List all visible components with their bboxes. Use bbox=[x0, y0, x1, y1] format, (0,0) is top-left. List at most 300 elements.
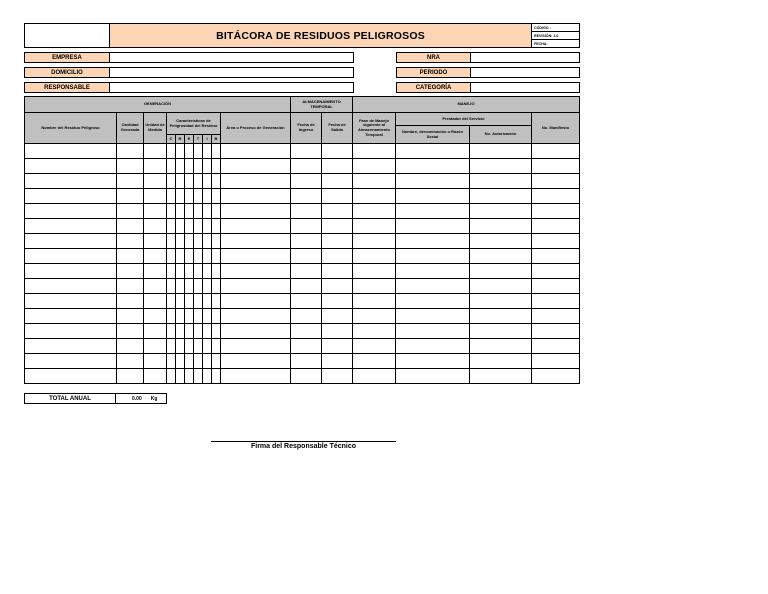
table-cell[interactable] bbox=[396, 249, 470, 264]
domicilio-field[interactable] bbox=[109, 67, 354, 78]
table-cell[interactable] bbox=[203, 234, 212, 249]
table-cell[interactable] bbox=[25, 219, 117, 234]
table-cell[interactable] bbox=[322, 294, 353, 309]
table-cell[interactable] bbox=[194, 354, 203, 369]
nra-field[interactable] bbox=[470, 52, 580, 63]
table-cell[interactable] bbox=[212, 219, 221, 234]
table-cell[interactable] bbox=[470, 369, 532, 384]
table-cell[interactable] bbox=[291, 324, 322, 339]
prestador-header: Prestador del Servicio bbox=[396, 113, 532, 126]
table-cell[interactable] bbox=[185, 309, 194, 324]
table-cell[interactable] bbox=[203, 189, 212, 204]
table-cell[interactable] bbox=[203, 264, 212, 279]
table-cell[interactable] bbox=[396, 234, 470, 249]
table-cell[interactable] bbox=[212, 144, 221, 159]
table-cell[interactable] bbox=[221, 279, 291, 294]
table-cell[interactable] bbox=[117, 339, 144, 354]
table-row bbox=[25, 219, 580, 234]
table-cell[interactable] bbox=[212, 279, 221, 294]
table-cell[interactable] bbox=[221, 204, 291, 219]
table-cell[interactable] bbox=[532, 204, 580, 219]
table-cell[interactable] bbox=[176, 249, 185, 264]
table-cell[interactable] bbox=[532, 144, 580, 159]
table-cell[interactable] bbox=[25, 189, 117, 204]
table-cell[interactable] bbox=[203, 279, 212, 294]
table-cell[interactable] bbox=[117, 324, 144, 339]
autorizacion-header: No. Autorización bbox=[470, 126, 532, 144]
table-cell[interactable] bbox=[144, 279, 167, 294]
table-cell[interactable] bbox=[167, 159, 176, 174]
table-cell[interactable] bbox=[203, 354, 212, 369]
table-cell[interactable] bbox=[396, 369, 470, 384]
table-cell[interactable] bbox=[291, 294, 322, 309]
table-cell[interactable] bbox=[25, 264, 117, 279]
table-cell[interactable] bbox=[470, 294, 532, 309]
table-cell[interactable] bbox=[176, 324, 185, 339]
table-cell[interactable] bbox=[396, 264, 470, 279]
table-cell[interactable] bbox=[194, 204, 203, 219]
table-cell[interactable] bbox=[470, 354, 532, 369]
table-cell[interactable] bbox=[532, 294, 580, 309]
table-cell[interactable] bbox=[117, 309, 144, 324]
table-cell[interactable] bbox=[353, 219, 396, 234]
table-cell[interactable] bbox=[144, 219, 167, 234]
table-cell[interactable] bbox=[221, 294, 291, 309]
table-cell[interactable] bbox=[194, 339, 203, 354]
table-cell[interactable] bbox=[167, 234, 176, 249]
table-cell[interactable] bbox=[532, 354, 580, 369]
table-row bbox=[25, 324, 580, 339]
table-cell[interactable] bbox=[470, 189, 532, 204]
table-cell[interactable] bbox=[185, 354, 194, 369]
responsable-field[interactable] bbox=[109, 82, 354, 93]
table-cell[interactable] bbox=[221, 234, 291, 249]
table-cell[interactable] bbox=[203, 159, 212, 174]
table-cell[interactable] bbox=[532, 279, 580, 294]
table-cell[interactable] bbox=[221, 324, 291, 339]
table-cell[interactable] bbox=[221, 369, 291, 384]
table-cell[interactable] bbox=[532, 159, 580, 174]
table-cell[interactable] bbox=[185, 204, 194, 219]
table-cell[interactable] bbox=[194, 144, 203, 159]
table-cell[interactable] bbox=[25, 369, 117, 384]
table-cell[interactable] bbox=[532, 219, 580, 234]
table-cell[interactable] bbox=[25, 234, 117, 249]
cretib-i-header: I bbox=[203, 135, 212, 144]
table-cell[interactable] bbox=[117, 354, 144, 369]
table-cell[interactable] bbox=[185, 234, 194, 249]
table-cell[interactable] bbox=[396, 159, 470, 174]
table-cell[interactable] bbox=[25, 339, 117, 354]
table-cell[interactable] bbox=[185, 159, 194, 174]
table-cell[interactable] bbox=[353, 234, 396, 249]
table-cell[interactable] bbox=[396, 294, 470, 309]
table-cell[interactable] bbox=[167, 294, 176, 309]
fase-manejo-header: Fase de Manejo siguiente al Almacenamiento Temporal bbox=[353, 113, 396, 144]
table-cell[interactable] bbox=[144, 174, 167, 189]
table-cell[interactable] bbox=[185, 189, 194, 204]
table-cell[interactable] bbox=[167, 189, 176, 204]
total-anual-value: 0.00 bbox=[132, 395, 142, 402]
table-cell[interactable] bbox=[25, 249, 117, 264]
table-cell[interactable] bbox=[144, 189, 167, 204]
table-cell[interactable] bbox=[144, 309, 167, 324]
table-cell[interactable] bbox=[221, 174, 291, 189]
table-cell[interactable] bbox=[470, 159, 532, 174]
table-cell[interactable] bbox=[167, 324, 176, 339]
table-cell[interactable] bbox=[322, 234, 353, 249]
table-cell[interactable] bbox=[212, 354, 221, 369]
table-cell[interactable] bbox=[353, 294, 396, 309]
table-cell[interactable] bbox=[322, 369, 353, 384]
table-cell[interactable] bbox=[291, 339, 322, 354]
table-cell[interactable] bbox=[194, 309, 203, 324]
table-cell[interactable] bbox=[144, 354, 167, 369]
table-cell[interactable] bbox=[25, 159, 117, 174]
table-cell[interactable] bbox=[532, 264, 580, 279]
table-cell[interactable] bbox=[353, 339, 396, 354]
table-cell[interactable] bbox=[167, 309, 176, 324]
table-cell[interactable] bbox=[322, 219, 353, 234]
table-cell[interactable] bbox=[470, 174, 532, 189]
table-cell[interactable] bbox=[353, 354, 396, 369]
cretib-b-header: B bbox=[212, 135, 221, 144]
table-cell[interactable] bbox=[144, 294, 167, 309]
periodo-field[interactable] bbox=[470, 67, 580, 78]
table-cell[interactable] bbox=[176, 234, 185, 249]
table-cell[interactable] bbox=[25, 279, 117, 294]
table-cell[interactable] bbox=[322, 144, 353, 159]
table-cell[interactable] bbox=[470, 144, 532, 159]
table-cell[interactable] bbox=[167, 174, 176, 189]
table-cell[interactable] bbox=[291, 219, 322, 234]
table-cell[interactable] bbox=[176, 309, 185, 324]
table-row bbox=[25, 174, 580, 189]
table-cell[interactable] bbox=[221, 354, 291, 369]
table-cell[interactable] bbox=[322, 309, 353, 324]
table-cell[interactable] bbox=[194, 369, 203, 384]
table-cell[interactable] bbox=[353, 369, 396, 384]
manifiesto-header: No. Manifiesto bbox=[532, 113, 580, 144]
table-row bbox=[25, 144, 580, 159]
table-cell[interactable] bbox=[194, 324, 203, 339]
table-cell[interactable] bbox=[144, 159, 167, 174]
table-cell[interactable] bbox=[532, 249, 580, 264]
table-cell[interactable] bbox=[25, 309, 117, 324]
table-cell[interactable] bbox=[194, 219, 203, 234]
table-cell[interactable] bbox=[167, 219, 176, 234]
table-cell[interactable] bbox=[322, 324, 353, 339]
table-cell[interactable] bbox=[176, 279, 185, 294]
cretib-c-header: C bbox=[167, 135, 176, 144]
table-cell[interactable] bbox=[185, 324, 194, 339]
table-cell[interactable] bbox=[203, 294, 212, 309]
table-cell[interactable] bbox=[291, 279, 322, 294]
table-cell[interactable] bbox=[532, 369, 580, 384]
table-row bbox=[25, 189, 580, 204]
table-cell[interactable] bbox=[25, 294, 117, 309]
table-cell[interactable] bbox=[185, 294, 194, 309]
table-cell[interactable] bbox=[396, 309, 470, 324]
table-cell[interactable] bbox=[117, 234, 144, 249]
table-cell[interactable] bbox=[322, 189, 353, 204]
table-cell[interactable] bbox=[396, 144, 470, 159]
table-cell[interactable] bbox=[167, 204, 176, 219]
table-cell[interactable] bbox=[396, 324, 470, 339]
table-cell[interactable] bbox=[203, 324, 212, 339]
table-cell[interactable] bbox=[291, 249, 322, 264]
table-cell[interactable] bbox=[144, 204, 167, 219]
table-cell[interactable] bbox=[203, 144, 212, 159]
total-anual-cell bbox=[115, 393, 167, 404]
table-cell[interactable] bbox=[221, 264, 291, 279]
table-cell[interactable] bbox=[221, 144, 291, 159]
table-cell[interactable] bbox=[117, 279, 144, 294]
nra-label: NRA bbox=[396, 52, 471, 63]
table-cell[interactable] bbox=[185, 174, 194, 189]
table-cell[interactable] bbox=[532, 339, 580, 354]
unidad-header: Unidad de Medida bbox=[144, 113, 167, 144]
fecha-salida-header: Fecha de Salida bbox=[322, 113, 353, 144]
table-cell[interactable] bbox=[221, 159, 291, 174]
table-cell[interactable] bbox=[167, 144, 176, 159]
table-cell[interactable] bbox=[117, 264, 144, 279]
table-cell[interactable] bbox=[176, 369, 185, 384]
table-cell[interactable] bbox=[221, 309, 291, 324]
table-cell[interactable] bbox=[212, 174, 221, 189]
categoria-field[interactable] bbox=[470, 82, 580, 93]
table-cell[interactable] bbox=[167, 369, 176, 384]
table-cell[interactable] bbox=[194, 249, 203, 264]
table-cell[interactable] bbox=[25, 174, 117, 189]
table-cell[interactable] bbox=[144, 144, 167, 159]
signature-line bbox=[211, 441, 396, 442]
table-cell[interactable] bbox=[396, 279, 470, 294]
table-cell[interactable] bbox=[470, 339, 532, 354]
table-cell[interactable] bbox=[470, 249, 532, 264]
table-cell[interactable] bbox=[117, 189, 144, 204]
table-cell[interactable] bbox=[176, 189, 185, 204]
table-cell[interactable] bbox=[117, 249, 144, 264]
table-cell[interactable] bbox=[212, 324, 221, 339]
table-cell[interactable] bbox=[212, 189, 221, 204]
table-cell[interactable] bbox=[353, 189, 396, 204]
table-cell[interactable] bbox=[203, 219, 212, 234]
table-cell[interactable] bbox=[203, 249, 212, 264]
table-cell[interactable] bbox=[396, 354, 470, 369]
table-cell[interactable] bbox=[291, 369, 322, 384]
table-cell[interactable] bbox=[291, 144, 322, 159]
table-cell[interactable] bbox=[194, 174, 203, 189]
table-cell[interactable] bbox=[322, 354, 353, 369]
total-anual-unit: Kg bbox=[150, 395, 158, 402]
table-cell[interactable] bbox=[167, 354, 176, 369]
cretib-t-header: T bbox=[194, 135, 203, 144]
table-cell[interactable] bbox=[176, 204, 185, 219]
table-cell[interactable] bbox=[203, 204, 212, 219]
table-cell[interactable] bbox=[176, 264, 185, 279]
table-cell[interactable] bbox=[396, 204, 470, 219]
generacion-group-header: GENERACIÓN bbox=[25, 97, 291, 113]
table-cell[interactable] bbox=[212, 339, 221, 354]
table-cell[interactable] bbox=[212, 294, 221, 309]
table-cell[interactable] bbox=[117, 159, 144, 174]
table-cell[interactable] bbox=[194, 279, 203, 294]
table-cell[interactable] bbox=[185, 369, 194, 384]
table-cell[interactable] bbox=[25, 204, 117, 219]
table-cell[interactable] bbox=[353, 279, 396, 294]
table-cell[interactable] bbox=[322, 279, 353, 294]
categoria-label: CATEGORÍA bbox=[396, 82, 471, 93]
table-cell[interactable] bbox=[25, 324, 117, 339]
table-cell[interactable] bbox=[221, 189, 291, 204]
table-cell[interactable] bbox=[291, 309, 322, 324]
table-cell[interactable] bbox=[144, 324, 167, 339]
table-cell[interactable] bbox=[353, 249, 396, 264]
table-cell[interactable] bbox=[203, 339, 212, 354]
log-body bbox=[25, 144, 580, 384]
total-anual-label: TOTAL ANUAL bbox=[24, 393, 116, 404]
table-cell[interactable] bbox=[396, 189, 470, 204]
table-cell[interactable] bbox=[194, 234, 203, 249]
signature-label: Firma del Responsable Técnico bbox=[250, 443, 357, 450]
table-cell[interactable] bbox=[470, 264, 532, 279]
table-cell[interactable] bbox=[353, 204, 396, 219]
table-cell[interactable] bbox=[194, 294, 203, 309]
table-cell[interactable] bbox=[117, 294, 144, 309]
table-row bbox=[25, 279, 580, 294]
form-title: BITÁCORA DE RESIDUOS PELIGROSOS bbox=[109, 23, 532, 48]
table-row bbox=[25, 369, 580, 384]
table-cell[interactable] bbox=[176, 174, 185, 189]
table-row bbox=[25, 234, 580, 249]
table-cell[interactable] bbox=[117, 219, 144, 234]
table-cell[interactable] bbox=[144, 339, 167, 354]
table-cell[interactable] bbox=[470, 219, 532, 234]
table-cell[interactable] bbox=[291, 189, 322, 204]
codigo-label: CÓDIGO : bbox=[531, 23, 580, 32]
table-cell[interactable] bbox=[291, 354, 322, 369]
table-cell[interactable] bbox=[212, 369, 221, 384]
table-cell[interactable] bbox=[322, 174, 353, 189]
table-cell[interactable] bbox=[291, 174, 322, 189]
table-cell[interactable] bbox=[203, 309, 212, 324]
table-cell[interactable] bbox=[470, 234, 532, 249]
table-cell[interactable] bbox=[167, 264, 176, 279]
table-cell[interactable] bbox=[144, 369, 167, 384]
table-cell[interactable] bbox=[176, 159, 185, 174]
table-cell[interactable] bbox=[167, 279, 176, 294]
table-cell[interactable] bbox=[532, 234, 580, 249]
table-cell[interactable] bbox=[221, 219, 291, 234]
empresa-field[interactable] bbox=[109, 52, 354, 63]
table-cell[interactable] bbox=[470, 324, 532, 339]
table-cell[interactable] bbox=[353, 324, 396, 339]
table-cell[interactable] bbox=[176, 219, 185, 234]
table-cell[interactable] bbox=[167, 339, 176, 354]
table-cell[interactable] bbox=[212, 264, 221, 279]
table-cell[interactable] bbox=[176, 294, 185, 309]
table-cell[interactable] bbox=[322, 264, 353, 279]
table-cell[interactable] bbox=[144, 249, 167, 264]
table-cell[interactable] bbox=[117, 369, 144, 384]
table-cell[interactable] bbox=[353, 174, 396, 189]
almacenamiento-group-header: ALMACENAMIENTO TEMPORAL bbox=[291, 97, 353, 113]
table-cell[interactable] bbox=[396, 219, 470, 234]
table-cell[interactable] bbox=[176, 354, 185, 369]
table-cell[interactable] bbox=[185, 279, 194, 294]
table-cell[interactable] bbox=[212, 309, 221, 324]
table-cell[interactable] bbox=[185, 264, 194, 279]
table-cell[interactable] bbox=[185, 249, 194, 264]
logo-area bbox=[24, 23, 110, 48]
table-cell[interactable] bbox=[291, 204, 322, 219]
table-cell[interactable] bbox=[396, 339, 470, 354]
table-cell[interactable] bbox=[221, 249, 291, 264]
table-cell[interactable] bbox=[144, 264, 167, 279]
table-cell[interactable] bbox=[194, 159, 203, 174]
table-row bbox=[25, 204, 580, 219]
table-cell[interactable] bbox=[396, 174, 470, 189]
table-cell[interactable] bbox=[322, 204, 353, 219]
table-cell[interactable] bbox=[470, 204, 532, 219]
table-cell[interactable] bbox=[322, 249, 353, 264]
table-cell[interactable] bbox=[353, 264, 396, 279]
table-row bbox=[25, 249, 580, 264]
table-cell[interactable] bbox=[322, 339, 353, 354]
table-cell[interactable] bbox=[532, 174, 580, 189]
table-cell[interactable] bbox=[117, 144, 144, 159]
table-cell[interactable] bbox=[532, 309, 580, 324]
table-cell[interactable] bbox=[25, 354, 117, 369]
table-cell[interactable] bbox=[291, 264, 322, 279]
table-cell[interactable] bbox=[291, 234, 322, 249]
table-cell[interactable] bbox=[353, 159, 396, 174]
table-cell[interactable] bbox=[212, 234, 221, 249]
table-cell[interactable] bbox=[117, 204, 144, 219]
table-cell[interactable] bbox=[532, 189, 580, 204]
table-cell[interactable] bbox=[117, 174, 144, 189]
table-cell[interactable] bbox=[353, 144, 396, 159]
table-cell[interactable] bbox=[176, 144, 185, 159]
fecha-ingreso-header: Fecha de Ingreso bbox=[291, 113, 322, 144]
table-cell[interactable] bbox=[185, 144, 194, 159]
table-cell[interactable] bbox=[532, 324, 580, 339]
nombre-razon-header: Nombre, denominación o Razón Social bbox=[396, 126, 470, 144]
table-cell[interactable] bbox=[144, 234, 167, 249]
table-cell[interactable] bbox=[470, 309, 532, 324]
table-cell[interactable] bbox=[291, 159, 322, 174]
table-cell[interactable] bbox=[25, 144, 117, 159]
table-cell[interactable] bbox=[194, 264, 203, 279]
caracteristicas-header: Características de Peligrosidad del Residuo bbox=[167, 113, 221, 135]
table-cell[interactable] bbox=[176, 339, 185, 354]
table-cell[interactable] bbox=[353, 309, 396, 324]
table-cell[interactable] bbox=[322, 159, 353, 174]
table-cell[interactable] bbox=[212, 249, 221, 264]
table-cell[interactable] bbox=[194, 189, 203, 204]
table-cell[interactable] bbox=[185, 339, 194, 354]
table-cell[interactable] bbox=[167, 249, 176, 264]
table-cell[interactable] bbox=[221, 339, 291, 354]
table-cell[interactable] bbox=[203, 174, 212, 189]
table-cell[interactable] bbox=[203, 369, 212, 384]
table-cell[interactable] bbox=[185, 219, 194, 234]
table-cell[interactable] bbox=[470, 279, 532, 294]
periodo-label: PERIODO bbox=[396, 67, 471, 78]
table-cell[interactable] bbox=[212, 204, 221, 219]
table-cell[interactable] bbox=[212, 159, 221, 174]
